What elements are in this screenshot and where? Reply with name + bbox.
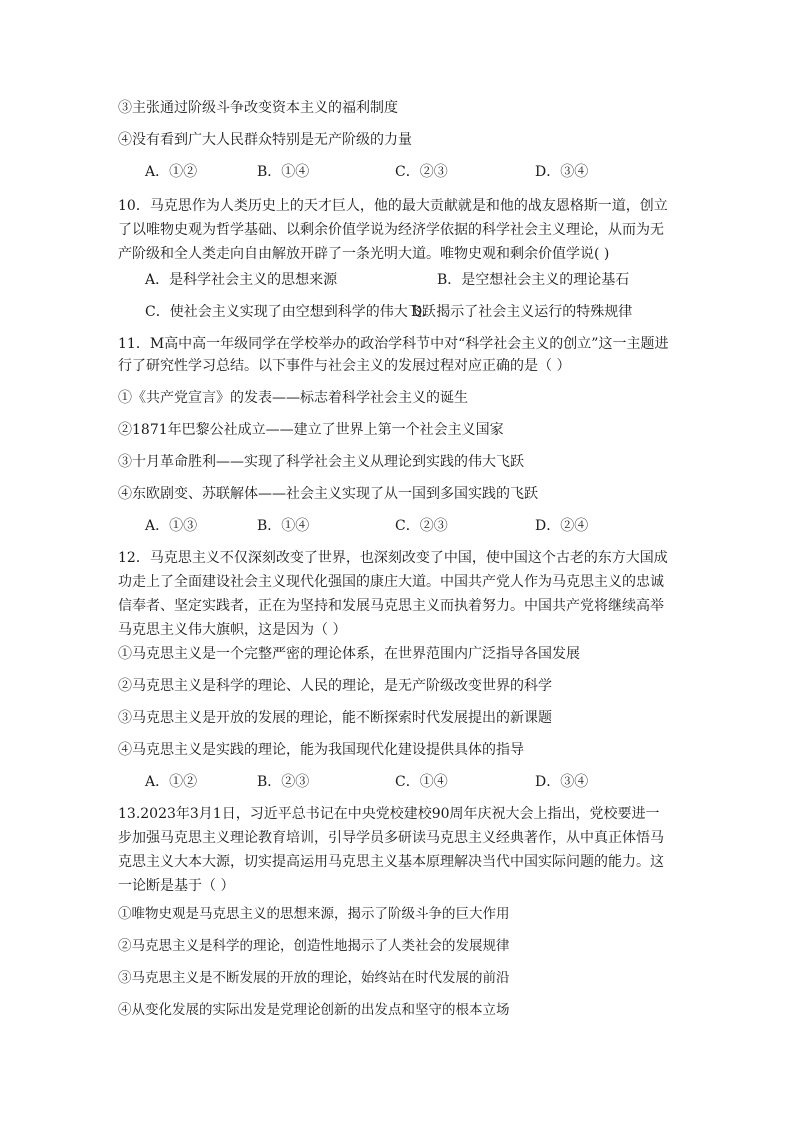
q13-statement-4: ④从变化发展的实际出发是党理论创新的出发点和坚守的根本立场 bbox=[118, 1002, 510, 1018]
q13-statement-1: ①唯物史观是马克思主义的思想来源，揭示了阶级斗争的巨大作用 bbox=[118, 906, 510, 922]
q10-option-c[interactable]: C．使社会主义实现了由空想到科学的伟大飞跃 bbox=[145, 304, 436, 320]
q12-statement-2: ②马克思主义是科学的理论、人民的理论，是无产阶级改变世界的科学 bbox=[118, 678, 552, 694]
q11-statement-4: ④东欧剧变、苏联解体——社会主义实现了从一国到多国实践的飞跃 bbox=[118, 486, 538, 502]
q11-option-a[interactable]: A．①③ bbox=[145, 518, 198, 534]
q10-option-d[interactable]: D．揭示了社会主义运行的特殊规律 bbox=[411, 304, 633, 320]
q9-option-a[interactable]: A．①② bbox=[145, 164, 198, 180]
q11-option-b[interactable]: B．①④ bbox=[257, 518, 310, 534]
q11-option-d[interactable]: D．②④ bbox=[535, 518, 589, 534]
q12-statement-3: ③马克思主义是开放的发展的理论，能不断探索时代发展提出的新课题 bbox=[118, 710, 552, 726]
q13-stem-line-4: 一论断是基于（ ） bbox=[118, 878, 235, 894]
q13-stem-line-2: 步加强马克思主义理论教育培训，引导学员多研读马克思主义经典著作，从中真正体悟马 bbox=[118, 830, 664, 846]
q10-option-b[interactable]: B．是空想社会主义的理论基石 bbox=[437, 272, 630, 288]
q11-statement-2: ②1871年巴黎公社成立——建立了世界上第一个社会主义国家 bbox=[118, 422, 504, 438]
q12-statement-4: ④马克思主义是实践的理论，能为我国现代化建设提供具体的指导 bbox=[118, 742, 524, 758]
q10-options-row-2 bbox=[145, 302, 675, 322]
q12-stem-line-4: 马克思主义伟大旗帜，这是因为（ ） bbox=[118, 622, 347, 638]
q9-option-b[interactable]: B．①④ bbox=[257, 164, 310, 180]
q9-statement-3: ③主张通过阶级斗争改变资本主义的福利制度 bbox=[118, 100, 398, 116]
q11-stem-line-2: 行了研究性学习总结。以下事件与社会主义的发展过程对应正确的是（ ） bbox=[118, 358, 571, 374]
q9-option-d[interactable]: D．③④ bbox=[535, 164, 589, 180]
q13-stem-line-3: 克思主义大本大源，切实提高运用马克思主义基本原理解决当代中国实际问题的能力。这 bbox=[118, 854, 664, 870]
q9-option-c[interactable]: C．②③ bbox=[395, 164, 448, 180]
q12-options bbox=[145, 772, 625, 792]
q12-option-a[interactable]: A．①② bbox=[145, 774, 198, 790]
q11-options bbox=[145, 516, 625, 536]
q10-stem-line-1: 10．马克思作为人类历史上的天才巨人，他的最大贡献就是和他的战友恩格斯一道，创立 bbox=[118, 198, 668, 214]
q12-option-c[interactable]: C．①④ bbox=[395, 774, 448, 790]
q10-stem-line-3: 产阶级和全人类走向自由解放开辟了一条光明大道。唯物史观和剩余价值学说( ) bbox=[118, 246, 610, 262]
q13-stem-line-1: 13.2023年3月1日，习近平总书记在中央党校建校90周年庆祝大会上指出，党校要进一 bbox=[118, 806, 660, 822]
q11-option-c[interactable]: C．②③ bbox=[395, 518, 448, 534]
q12-stem-line-3: 信奉者、坚定实践者，正在为坚持和发展马克思主义而执着努力。中国共产党将继续高举 bbox=[118, 598, 664, 614]
q12-option-b[interactable]: B．②③ bbox=[257, 774, 310, 790]
q11-statement-3: ③十月革命胜利——实现了科学社会主义从理论到实践的伟大飞跃 bbox=[118, 454, 524, 470]
q10-options-row-1 bbox=[145, 270, 665, 290]
q13-statement-3: ③马克思主义是不断发展的开放的理论，始终站在时代发展的前沿 bbox=[118, 970, 510, 986]
q12-stem-line-1: 12．马克思主义不仅深刻改变了世界，也深刻改变了中国，使中国这个古老的东方大国成 bbox=[118, 550, 668, 566]
q10-stem-line-2: 了以唯物史观为哲学基础、以剩余价值学说为经济学依据的科学社会主义理论，从而为无 bbox=[118, 222, 664, 238]
q11-statement-1: ①《共产党宣言》的发表——标志着科学社会主义的诞生 bbox=[118, 390, 468, 406]
q12-option-d[interactable]: D．③④ bbox=[535, 774, 589, 790]
q12-stem-line-2: 功走上了全面建设社会主义现代化强国的康庄大道。中国共产党人作为马克思主义的忠诚 bbox=[118, 574, 664, 590]
q9-statement-4: ④没有看到广大人民群众特别是无产阶级的力量 bbox=[118, 132, 412, 148]
q9-options bbox=[145, 162, 625, 182]
q10-option-a[interactable]: A．是科学社会主义的思想来源 bbox=[145, 272, 338, 288]
q13-statement-2: ②马克思主义是科学的理论，创造性地揭示了人类社会的发展规律 bbox=[118, 938, 510, 954]
q11-stem-line-1: 11．M高中高一年级同学在学校举办的政治学科节中对“科学社会主义的创立”这一主题进 bbox=[118, 336, 669, 352]
q12-statement-1: ①马克思主义是一个完整严密的理论体系，在世界范围内广泛指导各国发展 bbox=[118, 646, 580, 662]
